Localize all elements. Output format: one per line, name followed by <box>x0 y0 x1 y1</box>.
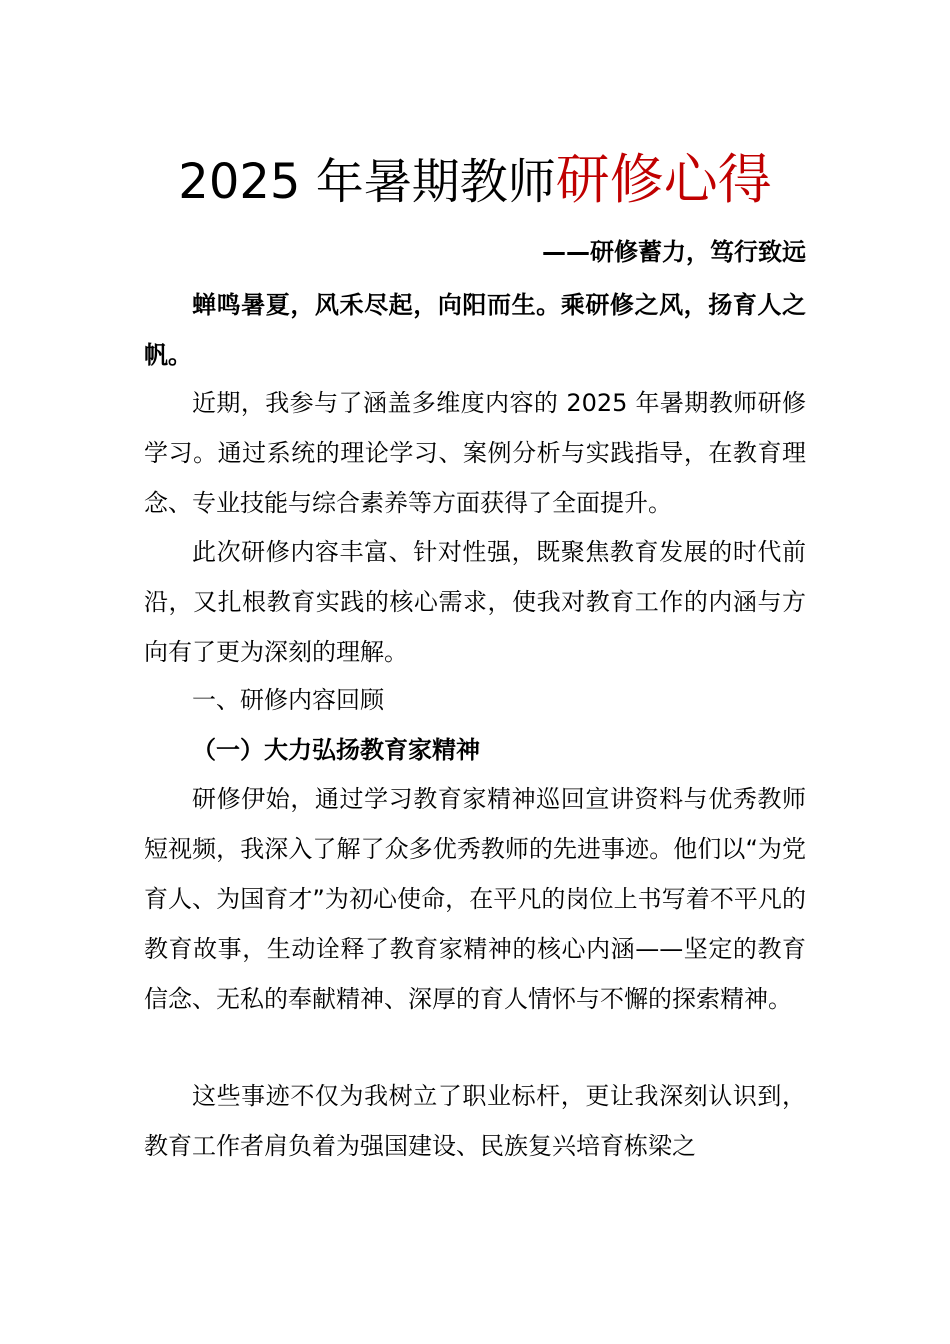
document-subtitle: ——研修蓄力，笃行致远 <box>542 238 806 266</box>
body-paragraph-2: 此次研修内容丰富、针对性强，既聚焦教育发展的时代前沿，又扎根教育实践的核心需求，使我对教育工作的内涵与方向有了更为深刻的理解。 <box>144 538 806 666</box>
subsection-heading-1: （一）大力弘扬教育家精神 <box>192 736 480 764</box>
title-accent: 研修心得 <box>555 148 772 211</box>
body-paragraph-4: 这些事迹不仅为我树立了职业标杆，更让我深刻认识到，教育工作者肩负着为强国建设、民族复兴培育栋梁之 <box>144 1082 806 1160</box>
intro-paragraph: 蝉鸣暑夏，风禾尽起，向阳而生。乘研修之风，扬育人之帆。 <box>144 291 806 369</box>
title-main: 2025 年暑期教师 <box>178 154 556 210</box>
section-heading-1: 一、研修内容回顾 <box>192 686 384 714</box>
body-paragraph-3: 研修伊始，通过学习教育家精神巡回宣讲资料与优秀教师短视频，我深入了解了众多优秀教师的先进事迹。他们以“为党育人、为国育才”为初心使命，在平凡的岗位上书写着不平凡的教育故事，生动诠释了教育家精神的核心内涵——坚定的教育信念、无私的奉献精神、深厚的育人情怀与不懈的探索精神。 <box>144 785 806 1013</box>
document-title <box>0 140 950 222</box>
body-paragraph-1: 近期，我参与了涵盖多维度内容的 2025 年暑期教师研修学习。通过系统的理论学习、案例分析与实践指导，在教育理念、专业技能与综合素养等方面获得了全面提升。 <box>144 389 806 517</box>
